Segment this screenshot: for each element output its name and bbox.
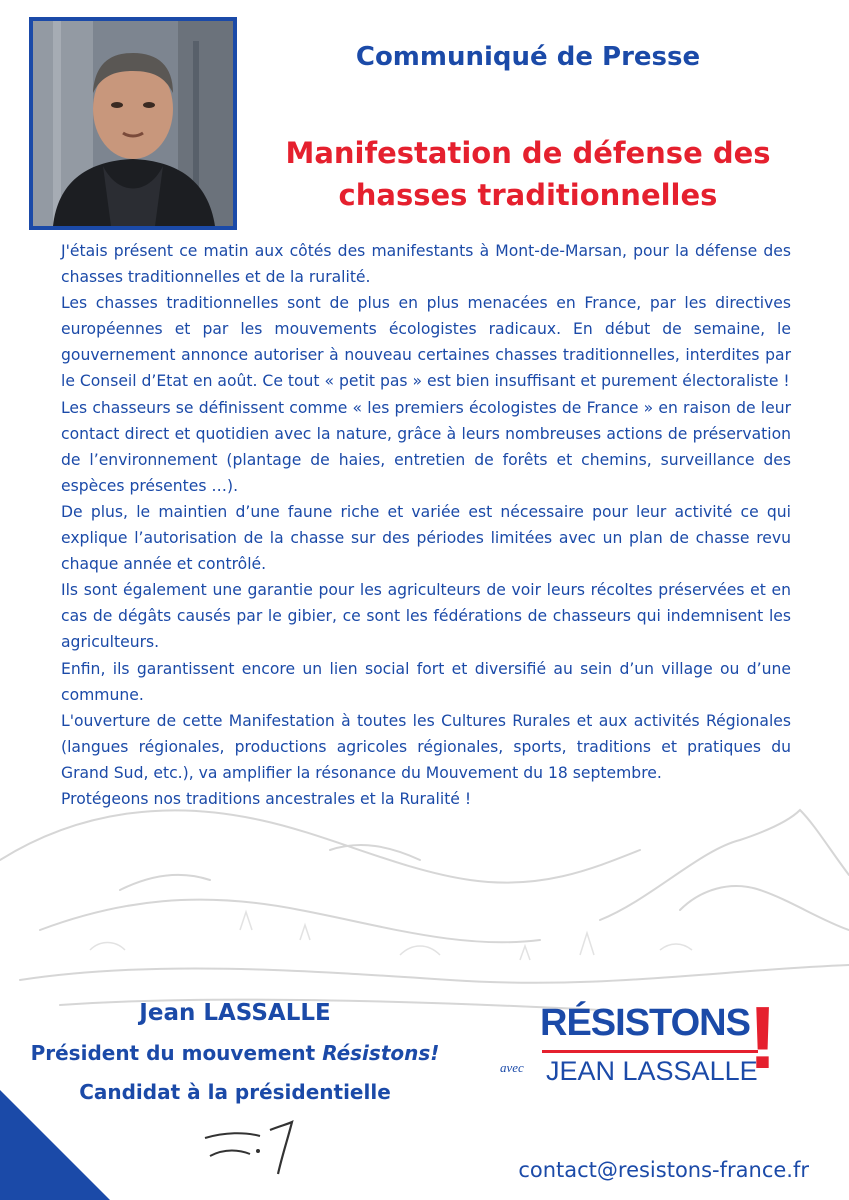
paragraph: Les chasses traditionnelles sont de plus en plus menacées en France, par les directives européennes et par les mouvements écologistes radicaux. En début de semaine, le gouvernement annonce autoriser à nouveau certaines chasses traditionnelles, interdites par le Conseil d’Etat en août. Ce tout « petit pas » est bien insuffisant et purement électoraliste ! bbox=[61, 294, 791, 391]
logo-exclamation: ! bbox=[748, 988, 778, 1087]
headline bbox=[258, 132, 798, 216]
paragraph: Les chasseurs se définissent comme « les premiers écologistes de France » en raison de leur contact direct et quotidien avec la nature, grâce à leurs nombreuses actions de préservation de l’environnement (plantage de haies, entretien de forêts et chemins, surveillance des espèces présentes …). bbox=[61, 398, 791, 495]
landscape-sketch-background bbox=[0, 780, 849, 1020]
paragraph: L'ouverture de cette Manifestation à toutes les Cultures Rurales et aux activités Régionales (langues régionales, productions agricoles régionales, sports, traditions et pratiques du Grand Sud, etc.), va amplifier la résonance du Mouvement du 18 septembre. bbox=[61, 711, 791, 782]
movement-name: Résistons! bbox=[322, 1041, 440, 1065]
resistons-logo bbox=[498, 988, 788, 1097]
logo-wordmark: RÉSISTONS bbox=[540, 1002, 750, 1044]
portrait-photo bbox=[29, 17, 237, 230]
page-title: Communiqué de Presse bbox=[355, 42, 701, 72]
paragraph: Protégeons nos traditions ancestrales et la Ruralité ! bbox=[61, 789, 472, 808]
contact-email[interactable]: contact@resistons-france.fr bbox=[518, 1158, 809, 1182]
paragraph: Enfin, ils garantissent encore un lien social fort et diversifié au sein d’un village ou d’une commune. bbox=[61, 659, 791, 704]
headline-line-1: Manifestation de défense des bbox=[285, 136, 771, 170]
logo-underline bbox=[542, 1050, 758, 1053]
handwritten-signature bbox=[200, 1118, 310, 1178]
press-release-body bbox=[61, 238, 791, 812]
paragraph: Ils sont également une garantie pour les agriculteurs de voir leurs récoltes préservées et en cas de dégâts causés par le gibier, ce sont les fédérations de chasseurs qui indemnisent les agriculteurs. bbox=[61, 581, 791, 652]
paragraph: De plus, le maintien d’une faune riche et variée est nécessaire pour leur activité ce qui explique l’autorisation de la chasse sur des périodes limitées avec un plan de chasse revu chaque année et contrôlé. bbox=[61, 502, 791, 574]
headline-line-2: chasses traditionnelles bbox=[338, 178, 718, 212]
paragraph: J'étais présent ce matin aux côtés des manifestants à Mont-de-Marsan, pour la défense des chasses traditionnelles et de la ruralité. bbox=[61, 242, 791, 287]
signatory-candidacy: Candidat à la présidentielle bbox=[79, 1080, 391, 1104]
logo-avec: avec bbox=[500, 1060, 524, 1075]
logo-subtitle: JEAN LASSALLE bbox=[546, 1056, 758, 1086]
signatory-role bbox=[0, 1041, 470, 1065]
role-prefix: Président du mouvement bbox=[30, 1041, 323, 1065]
blue-corner-triangle bbox=[0, 1090, 110, 1200]
signatory-name: Jean LASSALLE bbox=[139, 1000, 331, 1026]
